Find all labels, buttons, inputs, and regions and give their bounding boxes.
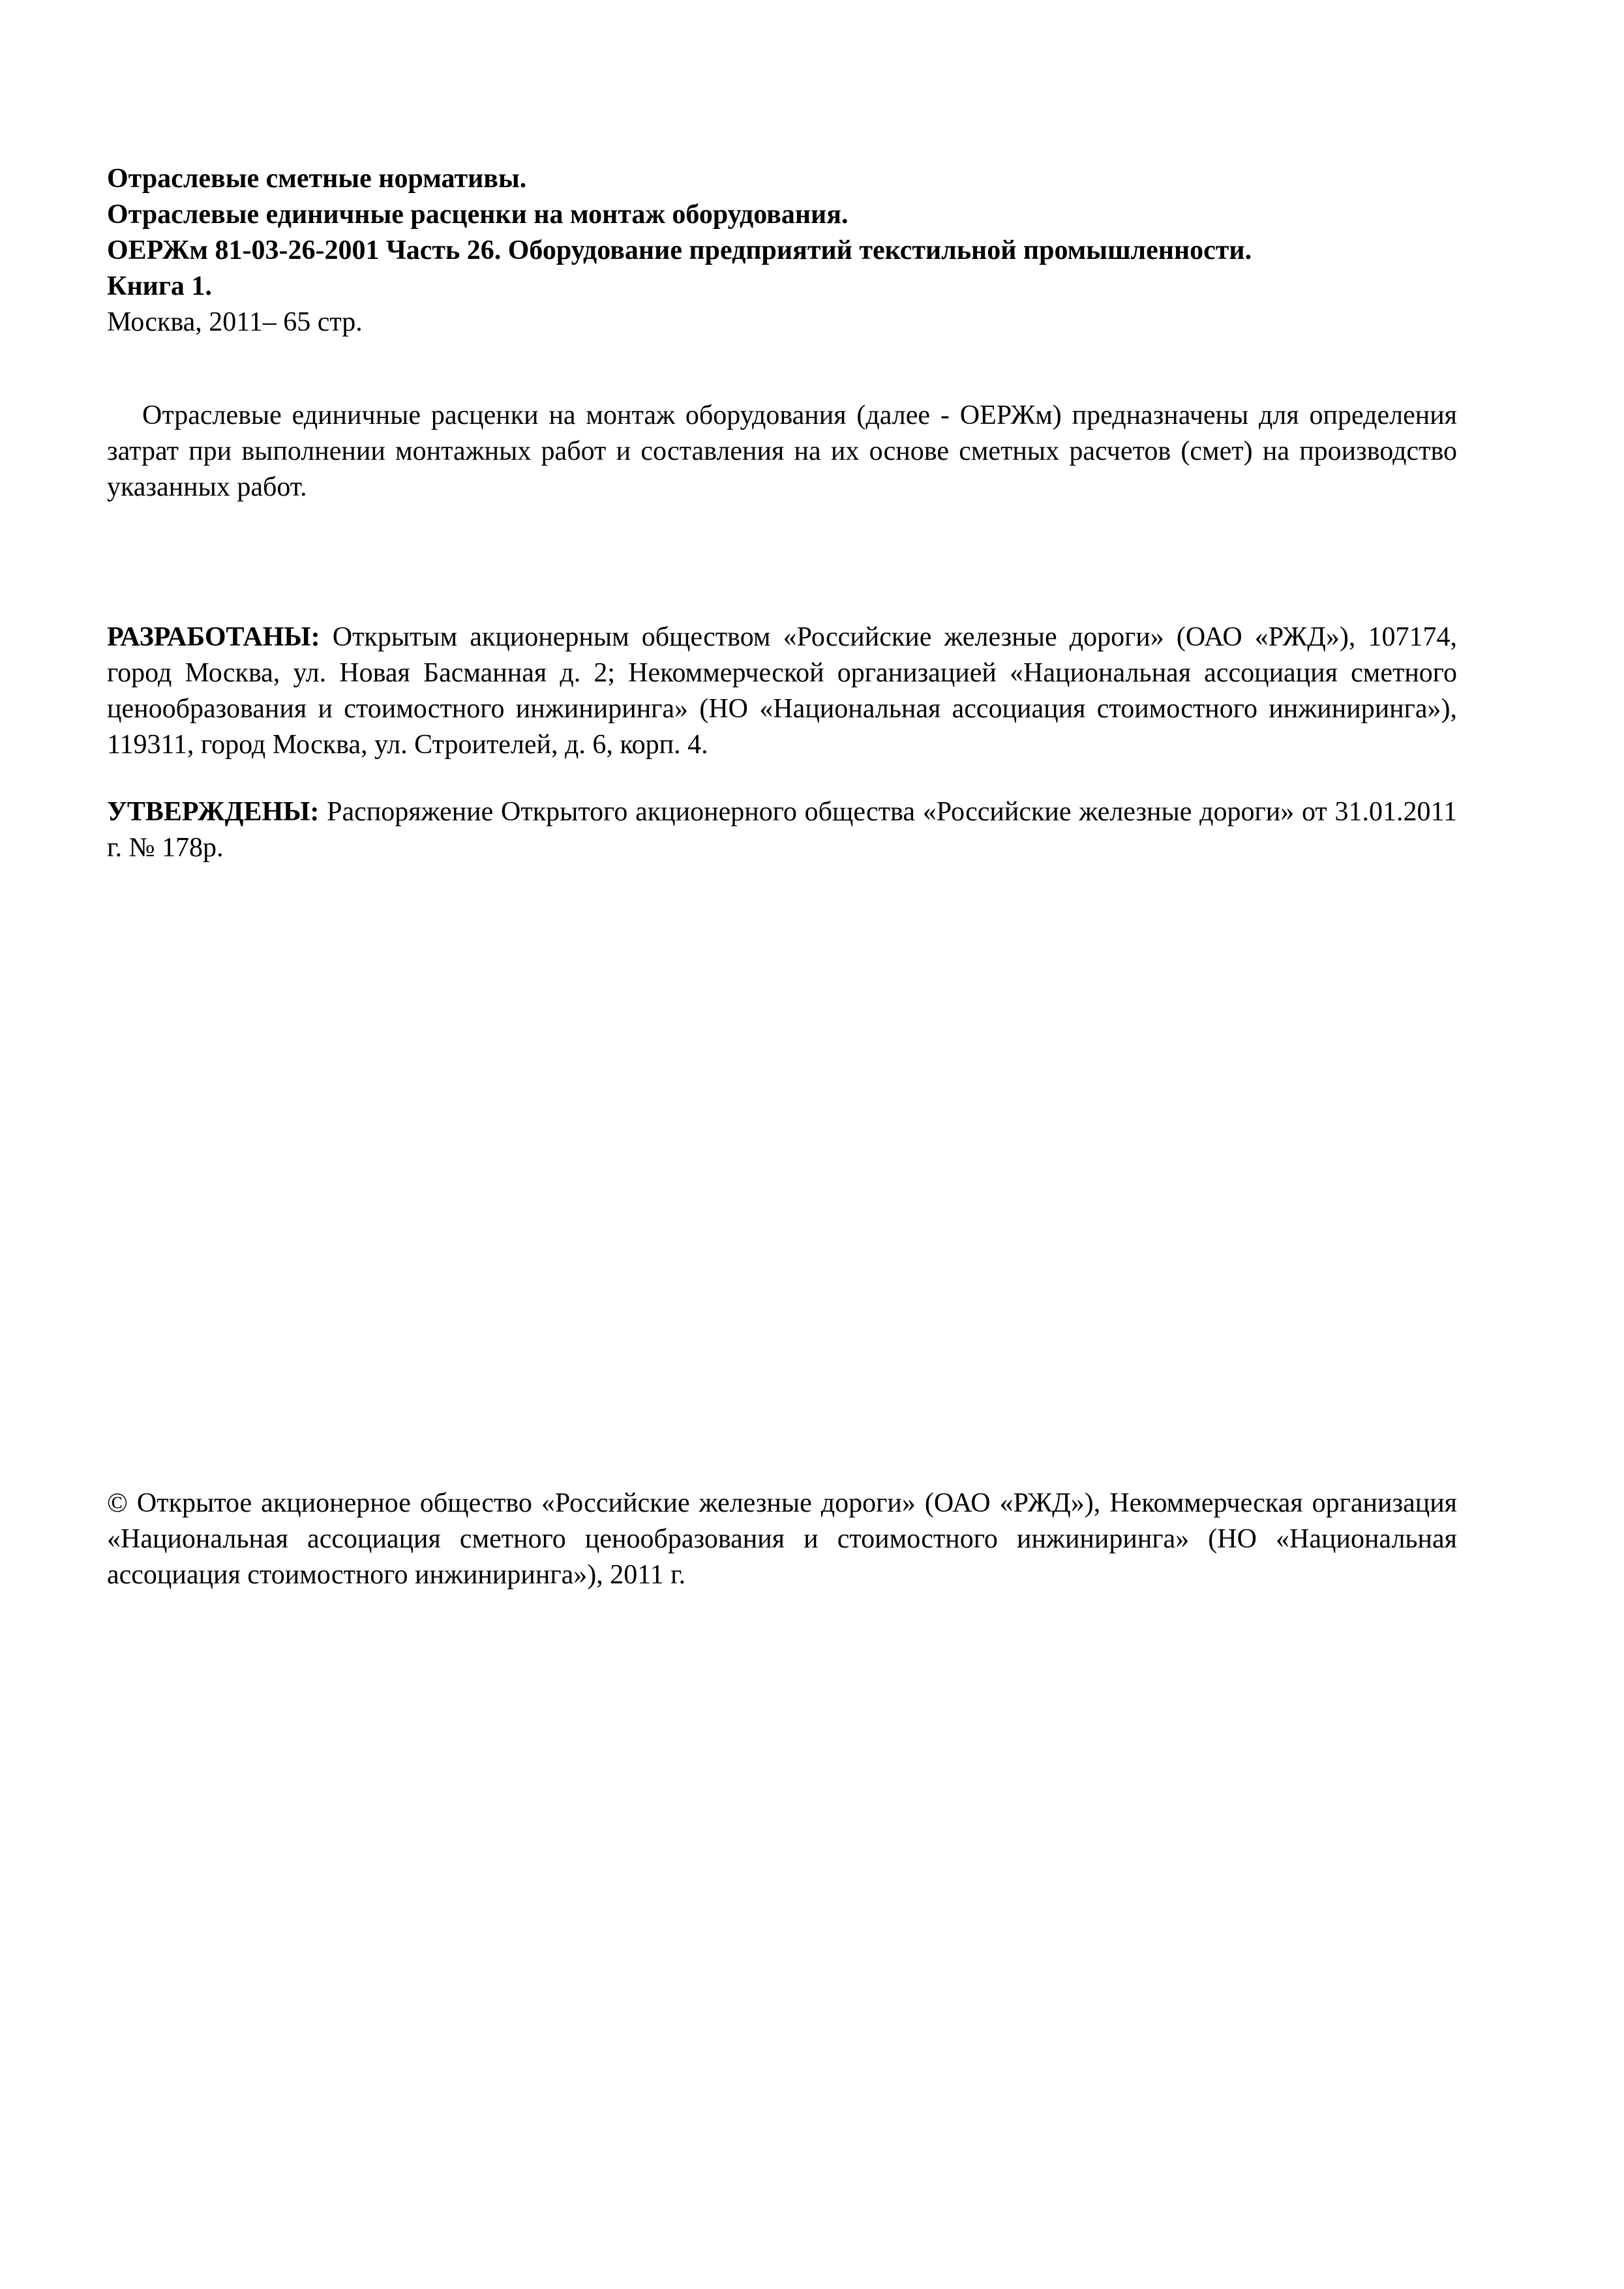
title-line-4: Книга 1.	[107, 271, 212, 301]
copyright-section	[107, 1486, 1457, 1593]
copyright-paragraph: © Открытое акционерное общество «Российские железные дороги» (ОАО «РЖД»), Некоммерческая организация «Национальная ассоциация сметного ценообразования и стоимостного инжиниринга» (НО «Национальная ассоциация стоимостного инжиниринга»), 2011 г.	[107, 1488, 1457, 1590]
approved-section	[107, 794, 1457, 866]
approved-label: УТВЕРЖДЕНЫ:	[107, 797, 320, 827]
imprint-line: Москва, 2011– 65 стр.	[107, 307, 363, 337]
developed-label: РАЗРАБОТАНЫ:	[107, 622, 320, 652]
approved-text: Распоряжение Открытого акционерного общества «Российские железные дороги» от 31.01.2011 г. № 178р.	[107, 797, 1457, 863]
title-line-1: Отраслевые сметные нормативы.	[107, 164, 527, 194]
developed-section	[107, 620, 1457, 763]
title-line-3: ОЕРЖм 81-03-26-2001 Часть 26. Оборудование предприятий текстильной промышленности.	[107, 235, 1252, 265]
approved-paragraph	[107, 794, 1457, 866]
title-line-2: Отраслевые единичные расценки на монтаж оборудования.	[107, 200, 849, 230]
developed-paragraph	[107, 620, 1457, 763]
title-block	[107, 161, 1457, 340]
intro-paragraph: Отраслевые единичные расценки на монтаж оборудования (далее - ОЕРЖм) предназначены для определения затрат при выполнении монтажных работ и составления на их основе сметных расчетов (смет) на производство указанных работ.	[107, 400, 1457, 502]
intro-section	[107, 398, 1457, 505]
developed-text: Открытым акционерным обществом «Российские железные дороги» (ОАО «РЖД»), 107174, город Москва, ул. Новая Басманная д. 2; Некоммерческой организацией «Национальная ассоциация сметного ценообразования и стоимостного инжиниринга» (НО «Национальная ассоциация стоимостного инжиниринга»), 119311, город Москва, ул. Строителей, д. 6, корп. 4.	[107, 622, 1457, 760]
